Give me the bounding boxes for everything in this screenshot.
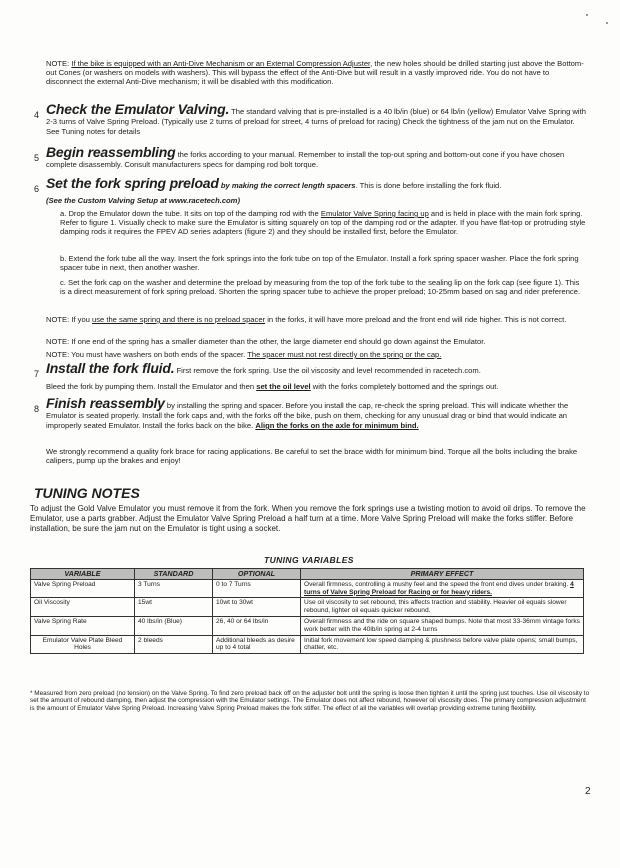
cell-effect: Use oil viscosity to set rebound, this affects traction and stability. Heavier oil equals slower rebound, lighter oil equals quicker rebound. [301, 598, 584, 617]
cell-variable: Valve Spring Preload [31, 579, 135, 598]
step-6-heading: Set the fork spring preload [46, 175, 219, 191]
cell-optional: Additional bleeds as desire up to 4 total [213, 635, 301, 654]
table-row [31, 635, 584, 654]
step-4: Check the Emulator Valving. The standard valving that is pre-installed is a 40 lb/in (blue) or 64 lb/in (yellow) Emulator Valve Spring with 2-3 turns of Valve Spring Preload. (Typically use 2 turns of preload for street, 4 turns of preload for racing) Check the tightness of the jam nut on the Emulator. See Tuning notes for details [46, 101, 586, 136]
sub-step-b: b. Extend the fork tube all the way. Insert the fork springs into the fork tube on top of the Emulator. Install a fork spring spacer washer. Place the fork spring spacer tube in next, then another washer. [60, 254, 579, 273]
table-row [31, 579, 584, 598]
step-number-7: 7 [34, 369, 40, 379]
note-preload-spacer: NOTE: If you use the same spring and there is no preload spacer in the forks, it will have more preload and the front end will ride higher. This is not correct. [46, 315, 567, 324]
cell-variable: Valve Spring Rate [31, 616, 135, 635]
step-number-4: 4 [34, 110, 40, 120]
cell-variable: Emulator Valve Plate Bleed Holes [31, 635, 135, 654]
step-7-heading: Install the fork fluid. [46, 360, 175, 376]
cell-optional: 0 to 7 Turns [213, 579, 301, 598]
header-optional: OPTIONAL [213, 569, 301, 580]
sub-step-a: a. Drop the Emulator down the tube. It sits on top of the damping rod with the Emulator Valve Spring facing up and is held in place with the main fork spring. Refer to figure 1. Visually check to make sure the Emulator is sitting squarely on top of the damping rod or the adapter. If you have flat-top or protruding style damping rods it requires the FPEV AD series adapters (figure 2) and they should be installed first, before the Emulator. [60, 209, 586, 237]
scan-speck [606, 22, 608, 24]
step-number-8: 8 [34, 404, 40, 414]
scan-speck [586, 14, 588, 16]
step-8: Finish reassembly by installing the spring and spacer. Before you install the cap, re-check the spring preload. This will indicate whether the Emulator is seated properly. Install the fork caps and, with the forks off the bike, push on them, checking for any unusual drag or bind that would indicate an improperly seated Emulator. Install the forks back on the bike. Align the forks on the axle for minimum bind. [46, 395, 569, 430]
note-washers: NOTE: You must have washers on both ends of the spacer. The spacer must not rest directly on the spring or the cap. [46, 350, 442, 359]
step-5: Begin reassembling the forks according to your manual. Remember to install the top-out spring and bottom-out cone if you have chosen complete disassembly. Consult manufacturers specs for damping rod bolt torque. [46, 144, 565, 169]
cell-standard: 3 Turns [135, 579, 213, 598]
header-primary-effect: PRIMARY EFFECT [301, 569, 584, 580]
cell-effect: Overall firmness and the ride on square shaped bumps. Note that most 33-36mm vintage forks work better with the 40lb/in spring at 2-4 turns [301, 616, 584, 635]
step-6: Set the fork spring preload by making the correct length spacers. This is done before installing the fork fluid. [46, 175, 502, 191]
step-7: Install the fork fluid. First remove the fork spring. Use the oil viscosity and level recommended in racetech.com. [46, 360, 481, 376]
custom-valving-link[interactable]: (See the Custom Valving Setup at www.racetech.com) [46, 196, 240, 205]
cell-effect: Initial fork movement low speed damping & plushness before valve plate opens; small bumps, chatter, etc. [301, 635, 584, 654]
table-row [31, 598, 584, 617]
step-8-fork-brace: We strongly recommend a quality fork brace for racing applications. Be careful to set the brace width for minimum bind. Torque all the bolts including the brake calipers, pump up the brakes and enjoy! [46, 447, 578, 466]
header-standard: STANDARD [135, 569, 213, 580]
page-number: 2 [585, 786, 591, 797]
header-variable: VARIABLE [31, 569, 135, 580]
step-number-6: 6 [34, 184, 40, 194]
step-7-bleed: Bleed the fork by pumping them. Install the Emulator and then set the oil level with the forks completely bottomed and the springs out. [46, 382, 499, 391]
step-4-heading: Check the Emulator Valving. [46, 101, 230, 117]
step-5-heading: Begin reassembling [46, 144, 176, 160]
tuning-variables-table [30, 568, 584, 654]
table-footnote: * Measured from zero preload (no tension) on the Valve Spring. To find zero preload back off on the adjuster bolt until the spring is loose then tighten it until the spring just touches. Use oil viscosity to set the amount of rebound damping, then adjust the compression with the Emulator settings. The Emulator does not affect rebound, however oil viscosity does. The primary compression adjustment is the amount of Emulator Valve Spring Preload. Increasing Valve Spring Preload makes the fork stiffer. The effect of all the variables will overlap providing extreme tuning flexibility. [30, 690, 590, 712]
table-row [31, 616, 584, 635]
step-8-heading: Finish reassembly [46, 395, 165, 411]
tuning-notes-paragraph: To adjust the Gold Valve Emulator you must remove it from the fork. When you remove the fork springs use a twisting motion to avoid oil drips. To remove the Emulator, use a parts grabber. Adjust the Emulator Valve Spring Preload a half turn at a time. More Valve Spring Preload will make the forks stiffer. Before installation, be sure the jam nut on the Emulator is tight using a socket. [30, 504, 586, 533]
note-anti-dive: NOTE: If the bike is equipped with an Anti-Dive Mechanism or an External Compression Adjuster, the new holes should be drilled starting just above the Bottom-out Cones (or washers on models with washers). This will bypass the effect of the Anti-Dive but will result in a vastly improved ride. You do not have to disconnect the external Anti-Dive mechanism; it will be disabled with this modification. [46, 59, 584, 87]
cell-standard: 2 bleeds [135, 635, 213, 654]
tuning-notes-title: TUNING NOTES [34, 485, 140, 501]
step-number-5: 5 [34, 153, 40, 163]
table-header-row [31, 569, 584, 580]
cell-variable: Oil Viscosity [31, 598, 135, 617]
sub-step-c: c. Set the fork cap on the washer and determine the preload by measuring from the top of the fork tube to the sealing lip on the fork cap (see figure 1). This is a direct measurement of fork spring preload. Shorten the spring spacer tube to achieve the proper preload; 10-25mm based on sag and rider preference. [60, 278, 581, 297]
cell-optional: 26, 40 or 64 lbs/in [213, 616, 301, 635]
cell-standard: 40 lbs/in (Blue) [135, 616, 213, 635]
cell-effect: Overall firmness, controlling a mushy feel and the speed the front end dives under braking. 4 turns of Valve Spring Preload for Racing or for heavy riders. [301, 579, 584, 598]
cell-optional: 10wt to 30wt [213, 598, 301, 617]
tuning-variables-title: TUNING VARIABLES [264, 555, 354, 565]
note-spring-diameter: NOTE: If one end of the spring has a smaller diameter than the other, the large diameter end should go down against the Emulator. [46, 337, 486, 346]
cell-standard: 15wt [135, 598, 213, 617]
